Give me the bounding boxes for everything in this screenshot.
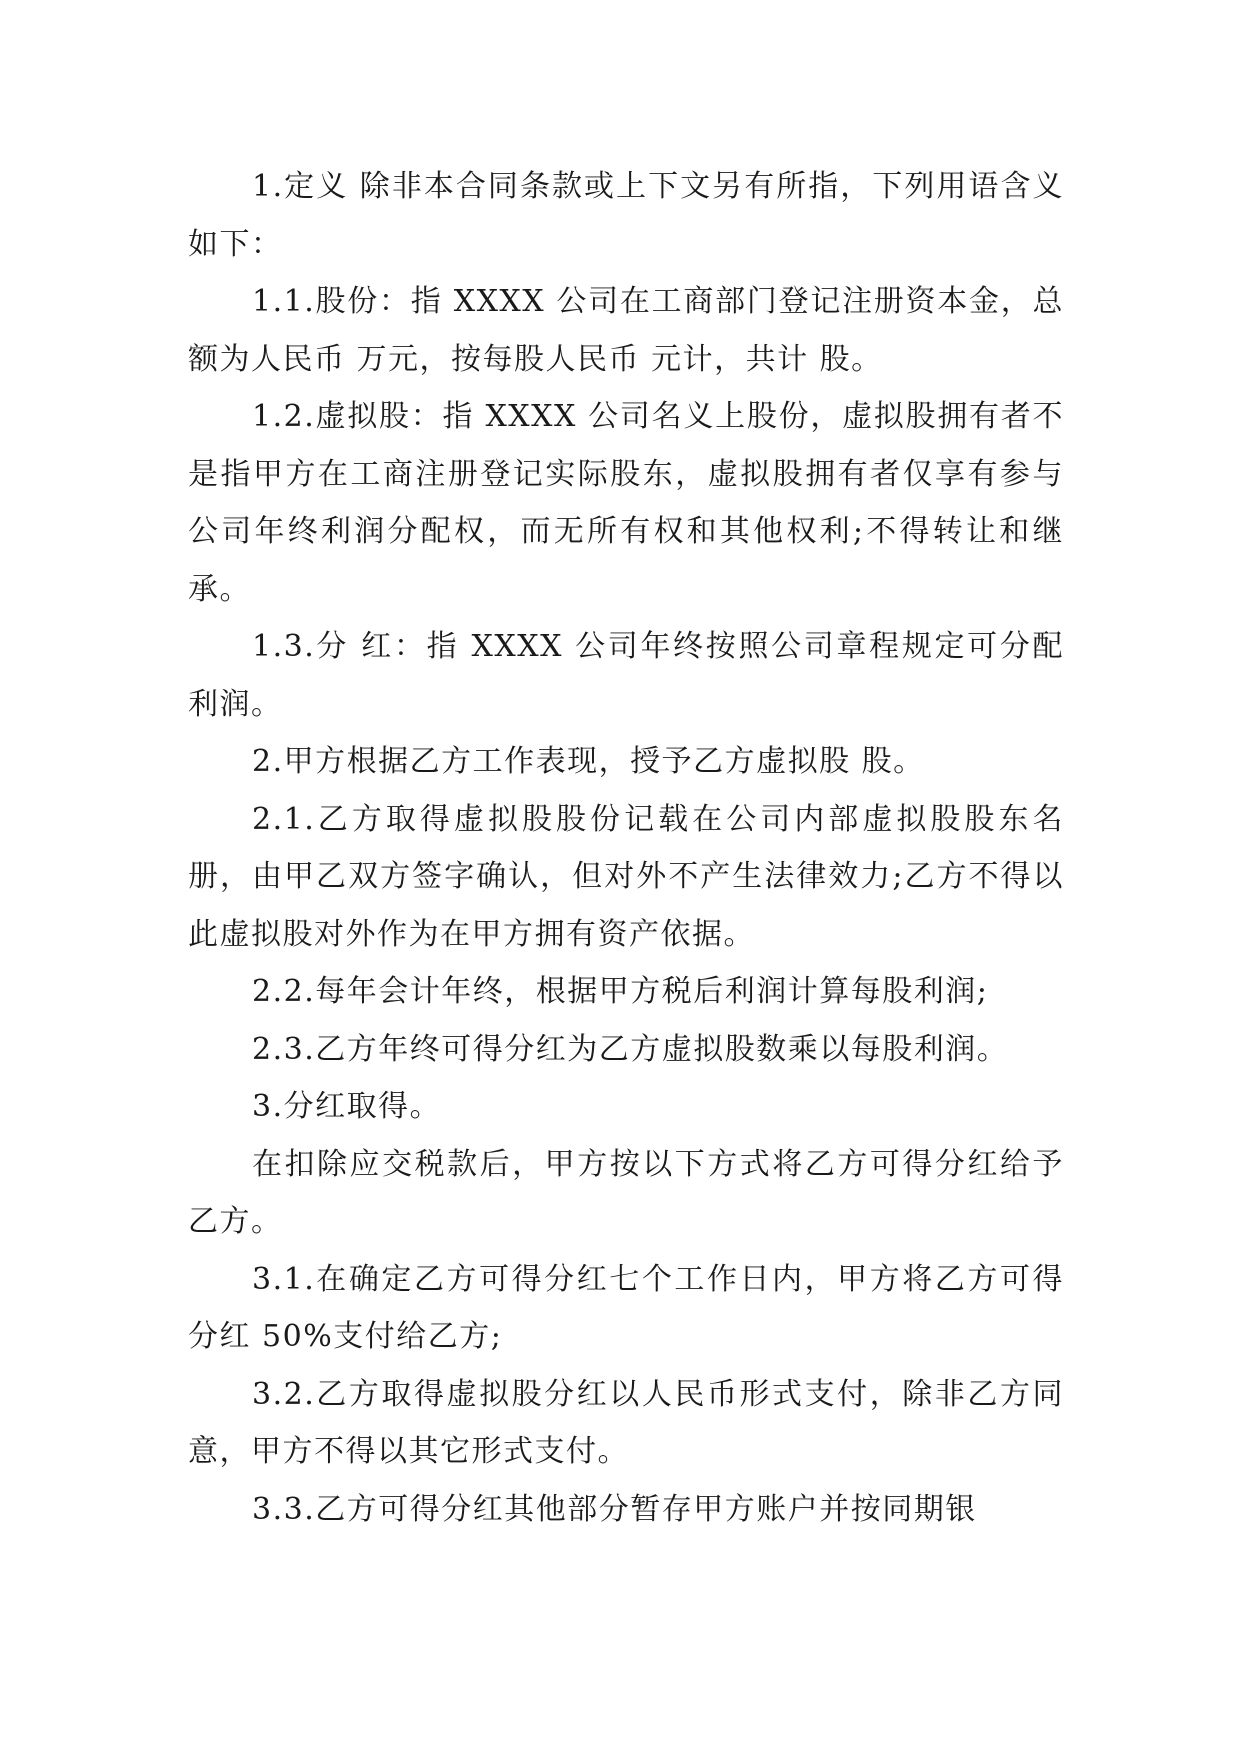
- paragraph-2-3: 2.3.乙方年终可得分红为乙方虚拟股数乘以每股利润。: [252, 1031, 1009, 1067]
- paragraph-1-2: 1.2.虚拟股：指 XXXX 公司名义上股份，虚拟股拥有者不是指甲方在工商注册登记实际股东，虚拟股拥有者仅享有参与公司年终利润分配权，而无所有权和其他权利;不得转让和继承。: [188, 399, 1064, 607]
- paragraph-2-2: 2.2.每年会计年终，根据甲方税后利润计算每股利润;: [252, 974, 989, 1009]
- paragraph-1-3: 1.3.分 红：指 XXXX 公司年终按照公司章程规定可分配利润。: [188, 629, 1064, 722]
- paragraph-1-1: 1.1.股份：指 XXXX 公司在工商部门登记注册资本金，总额为人民币 万元，按每股人民币 元计，共计 股。: [188, 284, 1064, 377]
- document-body: [188, 158, 1064, 1538]
- paragraph-3: 3.分红取得。: [252, 1089, 442, 1124]
- paragraph-3-intro: 在扣除应交税款后，甲方按以下方式将乙方可得分红给予乙方。: [188, 1146, 1064, 1239]
- paragraph-3-2: 3.2.乙方取得虚拟股分红以人民币形式支付，除非乙方同意，甲方不得以其它形式支付。: [188, 1376, 1064, 1469]
- paragraph-2-1: 2.1.乙方取得虚拟股股份记载在公司内部虚拟股股东名册，由甲乙双方签字确认，但对外不产生法律效力;乙方不得以此虚拟股对外作为在甲方拥有资产依据。: [188, 801, 1064, 952]
- paragraph-definition: 1.定义 除非本合同条款或上下文另有所指，下列用语含义如下：: [188, 169, 1064, 262]
- paragraph-2: 2.甲方根据乙方工作表现，授予乙方虚拟股 股。: [252, 744, 925, 779]
- paragraph-3-1: 3.1.在确定乙方可得分红七个工作日内，甲方将乙方可得分红 50%支付给乙方;: [188, 1261, 1064, 1354]
- paragraph-3-3: 3.3.乙方可得分红其他部分暂存甲方账户并按同期银: [252, 1491, 977, 1527]
